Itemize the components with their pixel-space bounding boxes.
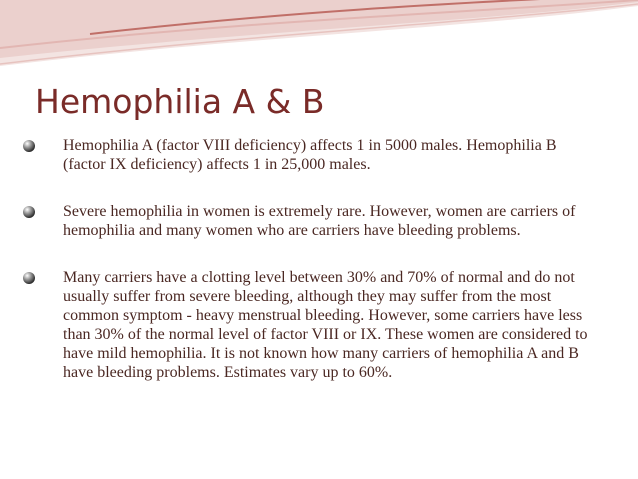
round-bullet-icon — [22, 271, 36, 285]
bullet-item — [22, 202, 602, 240]
slide-title: Hemophilia A & B — [35, 82, 325, 121]
bullet-text: Hemophilia A (factor VIII deficiency) affects 1 in 5000 males. Hemophilia B (factor IX deficiency) affects 1 in 25,000 males. — [63, 137, 557, 173]
bullet-list — [22, 136, 602, 382]
bullet-text: Many carriers have a clotting level between 30% and 70% of normal and do not usually suffer from severe bleeding, although they may suffer from the most common symptom - heavy menstrual bleeding. However, some carriers have less than 30% of the normal level of factor VIII or IX. These women are considered to have mild hemophilia. It is not known how many carriers of hemophilia A and B have bleeding problems. Estimates vary up to 60%. — [63, 269, 588, 381]
bullet-item — [22, 268, 602, 382]
round-bullet-icon — [22, 139, 36, 153]
decorative-header-swoosh — [0, 0, 638, 80]
bullet-text: Severe hemophilia in women is extremely rare. However, women are carriers of hemophilia and many women who are carriers have bleeding problems. — [63, 203, 576, 239]
bullet-item — [22, 136, 602, 174]
round-bullet-icon — [22, 205, 36, 219]
